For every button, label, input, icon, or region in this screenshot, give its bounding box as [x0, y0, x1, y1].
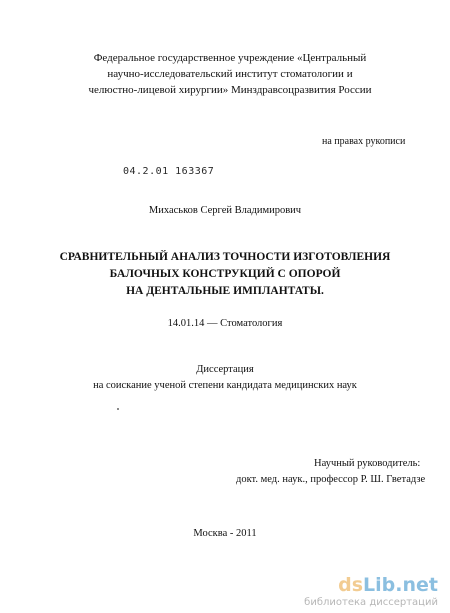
library-stamp-number: 04.2.01 163367 — [123, 166, 215, 177]
dissertation-title — [0, 249, 450, 300]
supervisor-block — [236, 456, 425, 488]
institution-block — [60, 50, 400, 98]
scan-speck — [117, 408, 119, 410]
city-year: Москва - 2011 — [193, 528, 257, 539]
title-line-2: БАЛОЧНЫХ КОНСТРУКЦИЙ С ОПОРОЙ — [109, 268, 341, 280]
dissertation-degree-block — [0, 362, 450, 394]
watermark-logo — [304, 575, 438, 596]
institution-line-1: Федеральное государственное учреждение «Центральный — [93, 52, 367, 64]
supervisor-name: докт. мед. наук., профессор Р. Ш. Гветадзе — [236, 474, 426, 485]
institution-line-3: челюстно-лицевой хирургии» Минздравсоцразвития России — [88, 84, 372, 96]
watermark-logo-net: .net — [395, 574, 438, 596]
specialty-code: 14.01.14 — Стоматология — [167, 318, 283, 329]
author-name: Михаськов Сергей Владимирович — [148, 205, 302, 216]
watermark-tagline: библиотека диссертаций — [304, 597, 438, 608]
title-line-3: НА ДЕНТАЛЬНЫЕ ИМПЛАНТАТЫ. — [126, 285, 324, 297]
watermark-logo-ds: ds — [338, 574, 364, 596]
title-line-1: СРАВНИТЕЛЬНЫЙ АНАЛИЗ ТОЧНОСТИ ИЗГОТОВЛЕНИЯ — [59, 251, 391, 263]
supervisor-label: Научный руководитель: — [314, 458, 421, 469]
dslib-watermark — [304, 575, 438, 609]
institution-line-2: научно-исследовательский институт стоматологии и — [107, 68, 353, 80]
watermark-logo-lib: Lib — [363, 574, 396, 596]
manuscript-rights-note: на правах рукописи — [322, 136, 406, 147]
degree-description: на соискание ученой степени кандидата медицинских наук — [93, 380, 357, 391]
dissertation-label: Диссертация — [196, 364, 254, 375]
